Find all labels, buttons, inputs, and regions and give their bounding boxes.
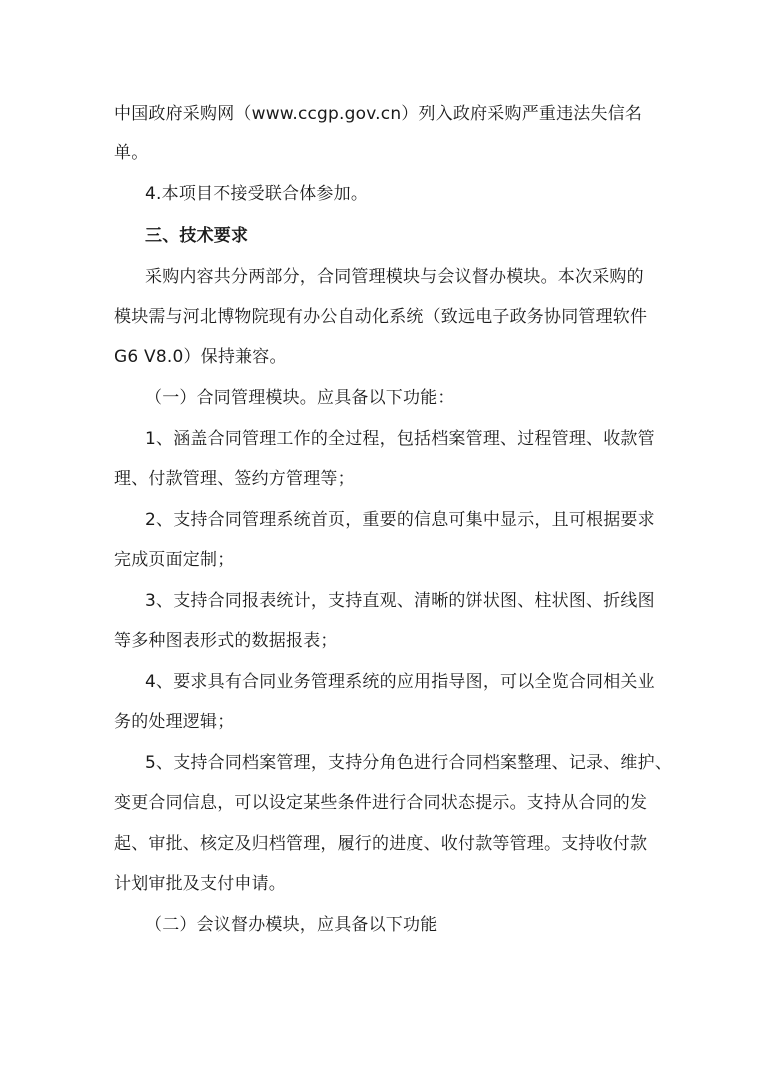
body-text-line: 完成页面定制；: [114, 550, 235, 570]
subsection-heading: （二）会议督办模块，应具备以下功能: [145, 915, 438, 935]
body-text-line: 1、涵盖合同管理工作的全过程，包括档案管理、过程管理、收款管: [145, 429, 655, 449]
body-text-line: 4、要求具有合同业务管理系统的应用指导图，可以全览合同相关业: [145, 672, 655, 692]
body-text-line: 单。: [114, 143, 149, 163]
body-text-line: 变更合同信息，可以设定某些条件进行合同状态提示。支持从合同的发: [114, 793, 648, 813]
body-text-line: 中国政府采购网（www.ccgp.gov.cn）列入政府采购严重违法失信名: [114, 104, 643, 124]
section-heading: 三、技术要求: [145, 226, 249, 246]
body-text-line: 等多种图表形式的数据报表；: [114, 631, 338, 651]
body-text-line: G6 V8.0）保持兼容。: [114, 347, 287, 367]
body-text-line: 2、支持合同管理系统首页，重要的信息可集中显示，且可根据要求: [145, 510, 655, 530]
body-text-line: 务的处理逻辑；: [114, 712, 235, 732]
body-text-line: 理、付款管理、签约方管理等；: [114, 469, 355, 489]
body-text-line: 5、支持合同档案管理，支持分角色进行合同档案整理、记录、维护、: [145, 753, 673, 773]
subsection-heading: （一）合同管理模块。应具备以下功能：: [145, 388, 455, 408]
body-text-line: 采购内容共分两部分，合同管理模块与会议督办模块。本次采购的: [145, 267, 644, 287]
body-text-line: 4.本项目不接受联合体参加。: [145, 184, 369, 204]
body-text-line: 模块需与河北博物院现有办公自动化系统（致远电子政务协同管理软件: [114, 307, 648, 327]
body-text-line: 3、支持合同报表统计，支持直观、清晰的饼状图、柱状图、折线图: [145, 591, 655, 611]
body-text-line: 计划审批及支付申请。: [114, 874, 286, 894]
body-text-line: 起、审批、核定及归档管理，履行的进度、收付款等管理。支持收付款: [114, 834, 648, 854]
